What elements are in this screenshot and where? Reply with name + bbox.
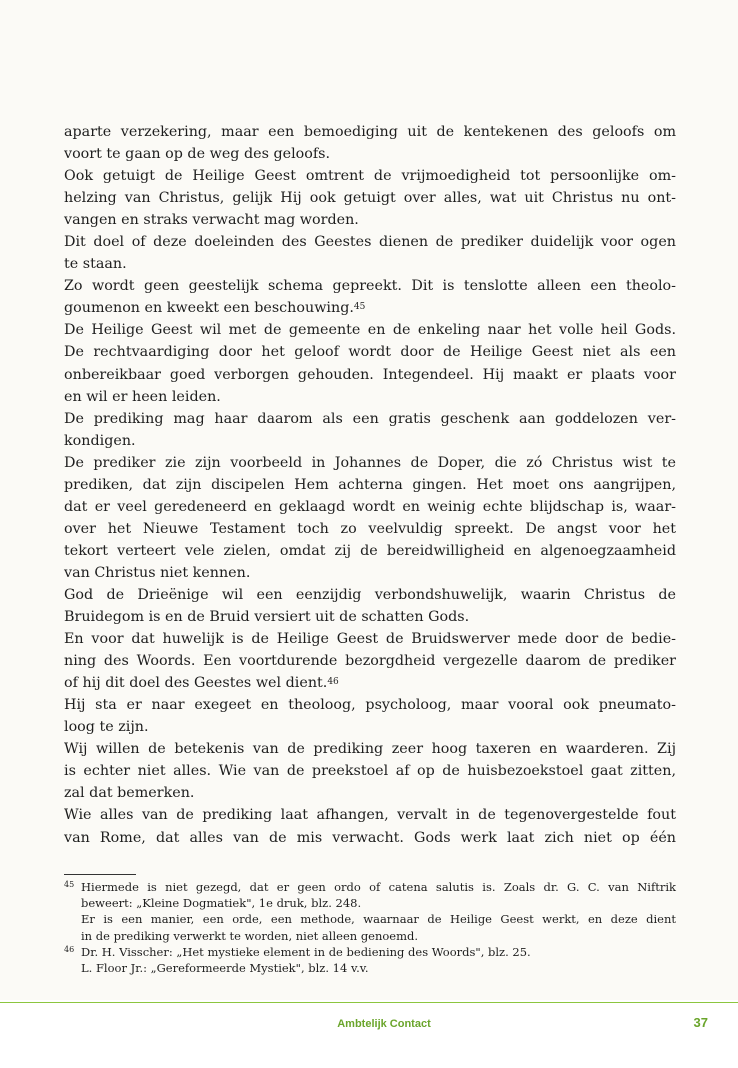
text-line (64, 562, 676, 584)
text-line (64, 319, 676, 341)
text-line-content: Zo wordt geen geestelijk schema gepreekt. Dit is tenslotte alleen een theolo- (64, 278, 676, 295)
text-line (64, 253, 676, 275)
text-line-content: loog te zijn. (64, 719, 149, 736)
text-line-content: en wil er heen leiden. (64, 388, 221, 405)
text-line-content: over het Nieuwe Testament toch zo veelvuldig spreekt. De angst voor het (64, 520, 676, 537)
text-line-content: God de Drieënige wil een eenzijdig verbondshuwelijk, waarin Christus de (64, 586, 676, 603)
page-number: 37 (693, 1015, 708, 1030)
footnote-separator (64, 874, 136, 875)
text-line-content: Hij sta er naar exegeet en theoloog, psycholoog, maar vooral ook pneumato- (64, 697, 676, 714)
footnote-number: 46 (64, 944, 75, 954)
text-line (64, 297, 676, 319)
text-line (64, 650, 676, 672)
text-line (64, 165, 676, 187)
text-line-content: De prediker zie zijn voorbeeld in Johannes de Doper, die zó Christus wist te (64, 454, 676, 471)
text-line-content: En voor dat huwelijk is de Heilige Geest de Bruidswerver mede door de bedie- (64, 631, 676, 648)
footnote (64, 944, 676, 976)
text-line-content: van Rome, dat alles van de mis verwacht. Gods werk laat zich niet op één (64, 829, 676, 846)
text-line-content: onbereikbaar goed verborgen gehouden. Integendeel. Hij maakt er plaats voor (64, 366, 676, 383)
footnote-line: Dr. H. Visscher: „Het mystieke element in de bediening des Woords", blz. 25. (81, 944, 531, 959)
text-line-content: De Heilige Geest wil met de gemeente en de enkeling naar het volle heil Gods. (64, 322, 676, 339)
text-line-content: is echter niet alles. Wie van de preekstoel af op de huisbezoekstoel gaat zitten, (64, 763, 676, 780)
text-line-content: Ook getuigt de Heilige Geest omtrent de vrijmoedigheid tot persoonlijke om- (64, 168, 676, 185)
footnote-number: 45 (64, 880, 75, 889)
text-line (64, 452, 676, 474)
text-line (64, 386, 676, 408)
text-line (64, 209, 676, 231)
text-line (64, 341, 676, 363)
footnote-line: beweert: „Kleine Dogmatiek", 1e druk, blz. 248. (81, 896, 362, 911)
footnote-line: L. Floor Jr.: „Gereformeerde Mystiek", blz. 14 v.v. (81, 960, 369, 975)
text-line (64, 364, 676, 386)
text-line (64, 694, 676, 716)
text-line (64, 540, 676, 562)
text-line (64, 408, 676, 430)
text-line-content: Wie alles van de prediking laat afhangen, vervalt in de tegenovergestelde fout (64, 807, 676, 824)
text-line-content: vangen en straks verwacht mag worden. (64, 212, 359, 229)
text-line-content: De prediking mag haar daarom als een gratis geschenk aan goddelozen ver- (64, 410, 676, 427)
text-line (64, 782, 676, 804)
text-line-content: tekort verteert vele zielen, omdat zij de bereidwilligheid en algenoegzaamheid (64, 542, 676, 559)
text-line (64, 672, 676, 694)
text-line-content: voort te gaan op de weg des geloofs. (64, 146, 331, 163)
text-line (64, 143, 676, 165)
text-line (64, 121, 676, 143)
text-line (64, 716, 676, 738)
text-line (64, 804, 676, 826)
text-line-content: aparte verzekering, maar een bemoediging uit de kentekenen des geloofs om (64, 124, 676, 140)
footnote-line: Er is een manier, een orde, een methode, waarnaar de Heilige Geest werkt, en deze dient (81, 912, 676, 927)
text-line (64, 518, 676, 540)
text-line-content: Dit doel of deze doeleinden des Geestes dienen de prediker duidelijk voor ogen (64, 234, 676, 251)
text-line (64, 760, 676, 782)
text-line (64, 628, 676, 650)
text-line-content: De rechtvaardiging door het geloof wordt door de Heilige Geest niet als een (64, 344, 676, 361)
text-line-content: goumenon en kweekt een beschouwing. (64, 300, 354, 317)
text-line-content: dat er veel geredeneerd en geklaagd wordt en weinig echte blijdschap is, waar- (64, 498, 676, 515)
text-line-content: te staan. (64, 256, 127, 273)
text-line (64, 187, 676, 209)
text-line (64, 430, 676, 452)
footer-rule (0, 1002, 738, 1003)
footer-title: Ambtelijk Contact (337, 1018, 431, 1030)
text-line (64, 275, 676, 297)
text-line-content: ning des Woords. Een voortdurende bezorgdheid vergezelle daarom de prediker (64, 653, 676, 670)
text-line-content: of hij dit doel des Geestes wel dient. (64, 675, 328, 692)
text-line (64, 584, 676, 606)
text-line-content: kondigen. (64, 432, 136, 449)
text-line-content: Wij willen de betekenis van de prediking zeer hoog taxeren en waarderen. Zij (64, 741, 676, 758)
body-text (64, 121, 676, 849)
footnote (64, 879, 676, 944)
text-line-content: helzing van Christus, gelijk Hij ook getuigt over alles, wat uit Christus nu ont- (64, 190, 676, 207)
text-line-content: zal dat bemerken. (64, 785, 195, 802)
footnote-reference: 45 (353, 302, 366, 313)
text-line (64, 496, 676, 518)
text-line-content: van Christus niet kennen. (64, 564, 251, 581)
footnote-line: Hiermede is niet gezegd, dat er geen ordo of catena salutis is. Zoals dr. G. C. van Niftrik (81, 880, 676, 894)
text-line (64, 738, 676, 760)
footnotes (64, 879, 676, 976)
text-line (64, 606, 676, 628)
text-line (64, 474, 676, 496)
text-line-content: prediken, dat zijn discipelen Hem achterna gingen. Het moet ons aangrijpen, (64, 476, 676, 493)
text-line-content: Bruidegom is en de Bruid versiert uit de schatten Gods. (64, 609, 470, 626)
text-line (64, 231, 676, 253)
footnote-line: in de prediking verwerkt te worden, niet alleen genoemd. (81, 928, 419, 943)
footnote-reference: 46 (327, 677, 339, 688)
text-line (64, 827, 676, 849)
